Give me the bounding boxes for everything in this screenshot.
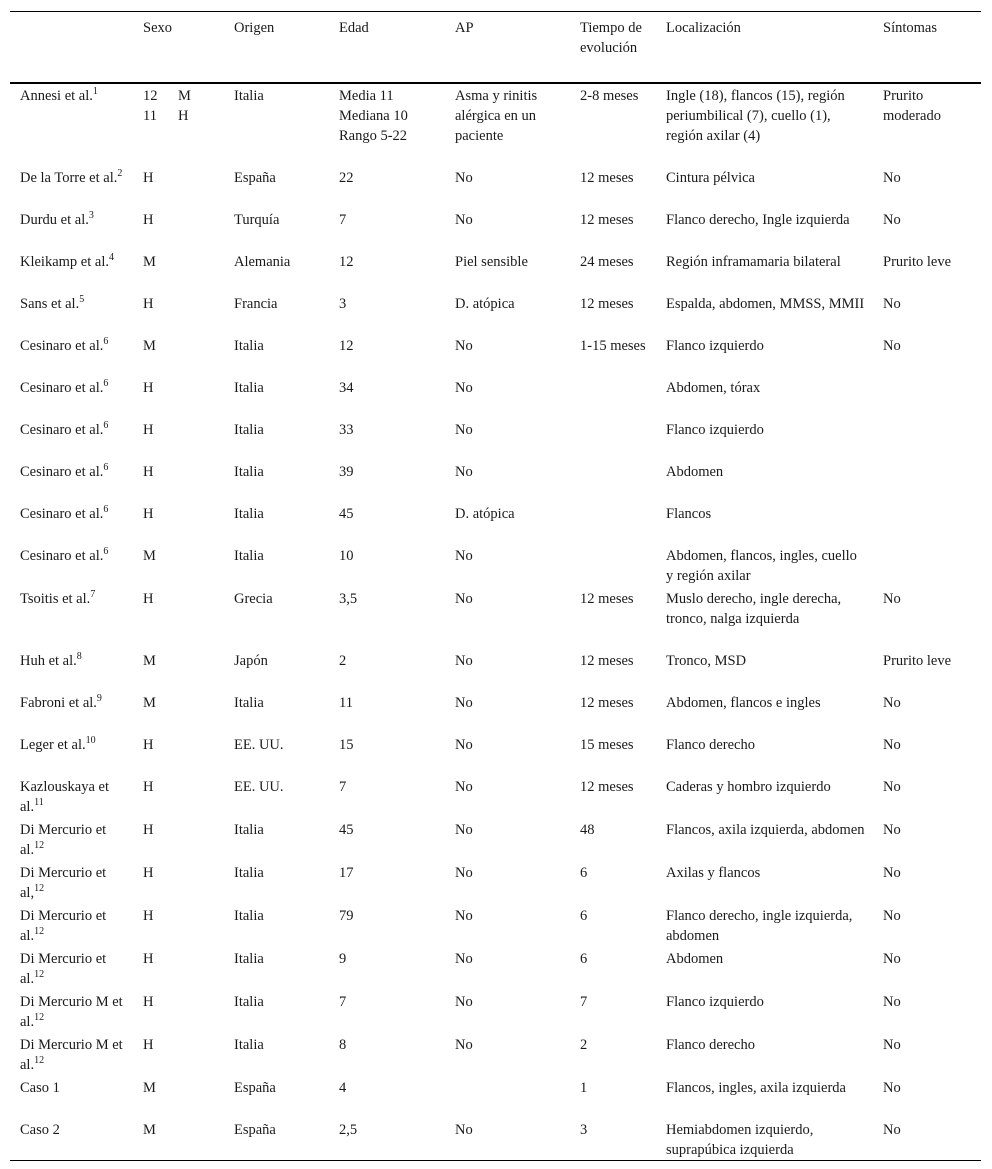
- origen-cell: Italia: [234, 422, 264, 438]
- ap-cell: No: [455, 1037, 473, 1053]
- edad-cell: 4: [339, 1080, 347, 1096]
- edad-cell: 3,5: [339, 591, 358, 607]
- author-name: Di Mercurio M et al.: [20, 1037, 123, 1073]
- sexo-cell: H: [143, 591, 154, 607]
- reference-number: 3: [88, 210, 94, 222]
- localizacion-cell: Flanco derecho, Ingle izquierda: [666, 212, 850, 228]
- table-row: [10, 249, 981, 291]
- header-row: [10, 12, 981, 84]
- tiempo-cell: 12 meses: [580, 653, 634, 669]
- author-name: Di Mercurio et al.: [20, 822, 107, 858]
- author-name: Kazlouskaya et al.: [20, 779, 109, 815]
- author-cell: [10, 903, 133, 946]
- origen-cell: Turquía: [234, 212, 280, 228]
- reference-number: 9: [96, 693, 102, 705]
- reference-number: 6: [103, 336, 109, 348]
- localizacion-cell: Caderas y hombro izquierdo: [666, 779, 831, 795]
- edad-cell: 2: [339, 653, 347, 669]
- tiempo-cell: 12 meses: [580, 170, 634, 186]
- sexo-line: [143, 106, 216, 126]
- localizacion-cell: Flancos, axila izquierda, abdomen: [666, 822, 865, 838]
- localizacion-cell: Flanco izquierdo: [666, 422, 764, 438]
- sexo-cell: H: [143, 422, 154, 438]
- sexo-cell: H: [143, 737, 154, 753]
- sintomas-cell: Prurito leve: [883, 254, 952, 270]
- tiempo-cell: 7: [580, 994, 588, 1010]
- tiempo-cell: 3: [580, 1122, 588, 1138]
- author-name: Cesinaro et al.: [20, 464, 104, 480]
- tiempo-cell: [570, 417, 656, 459]
- ap-cell: No: [455, 653, 473, 669]
- sexo-cell: H: [143, 779, 154, 795]
- table-row: [10, 648, 981, 690]
- sexo-cell: H: [143, 506, 154, 522]
- edad-cell: 17: [339, 865, 354, 881]
- edad-cell: 11: [339, 695, 353, 711]
- origen-cell: Italia: [234, 951, 264, 967]
- origen-cell: Italia: [234, 380, 264, 396]
- author-name: Kleikamp et al.: [20, 254, 109, 270]
- origen-cell: Italia: [234, 908, 264, 924]
- tiempo-cell: 12 meses: [580, 779, 634, 795]
- edad-cell: 7: [339, 212, 347, 228]
- sexo-cell: M: [143, 1122, 156, 1138]
- sexo-cell: H: [143, 296, 154, 312]
- sintomas-cell: [873, 501, 981, 543]
- edad-cell: 8: [339, 1037, 347, 1053]
- header-author: [10, 12, 133, 84]
- sintomas-cell: No: [883, 695, 901, 711]
- table-row: [10, 333, 981, 375]
- ap-cell: No: [455, 695, 473, 711]
- origen-cell: Francia: [234, 296, 278, 312]
- ap-cell: Asma y rinitis alérgica en un paciente: [455, 88, 538, 144]
- case-table-container: [10, 11, 981, 1161]
- origen-cell: Italia: [234, 994, 264, 1010]
- tiempo-cell: 6: [580, 908, 588, 924]
- author-cell: [10, 1117, 133, 1161]
- header-edad: Edad: [339, 20, 369, 36]
- header-sintomas: Síntomas: [883, 20, 937, 36]
- author-name: Di Mercurio et al.: [20, 951, 107, 987]
- origen-cell: Italia: [234, 88, 264, 104]
- edad-cell: 7: [339, 779, 347, 795]
- origen-cell: EE. UU.: [234, 737, 284, 753]
- edad-cell: 45: [339, 822, 354, 838]
- ap-cell: No: [455, 994, 473, 1010]
- table-row: [10, 207, 981, 249]
- ap-cell: No: [455, 591, 473, 607]
- sintomas-cell: [873, 375, 981, 417]
- sexo-value: M: [178, 88, 191, 104]
- table-row: [10, 860, 981, 903]
- sintomas-cell: [873, 543, 981, 586]
- tiempo-cell: [570, 459, 656, 501]
- localizacion-cell: Tronco, MSD: [666, 653, 747, 669]
- edad-cell: 34: [339, 380, 354, 396]
- table-row: [10, 459, 981, 501]
- tiempo-cell: [570, 501, 656, 543]
- ap-cell: No: [455, 908, 473, 924]
- table-row: [10, 165, 981, 207]
- sexo-line: [143, 86, 216, 106]
- origen-cell: Grecia: [234, 591, 273, 607]
- reference-number: 6: [103, 546, 109, 558]
- tiempo-cell: 2: [580, 1037, 588, 1053]
- table-row: [10, 817, 981, 860]
- ap-cell: No: [455, 822, 473, 838]
- header-localizacion: Localización: [666, 20, 741, 36]
- author-cell: [10, 774, 133, 817]
- tiempo-cell: 12 meses: [580, 296, 634, 312]
- table-row: [10, 946, 981, 989]
- sintomas-cell: No: [883, 737, 901, 753]
- table-row: [10, 903, 981, 946]
- sexo-count: 12: [143, 88, 158, 104]
- tiempo-cell: 24 meses: [580, 254, 634, 270]
- localizacion-cell: Hemiabdomen izquierdo, suprapúbica izquierda: [666, 1122, 814, 1158]
- author-cell: [10, 543, 133, 586]
- sexo-value: H: [178, 108, 189, 124]
- sintomas-cell: Prurito leve: [883, 653, 952, 669]
- header-tiempo: Tiempo de evolución: [580, 20, 642, 56]
- edad-cell: 39: [339, 464, 354, 480]
- ap-cell: No: [455, 548, 473, 564]
- sexo-cell: M: [143, 338, 156, 354]
- origen-cell: Alemania: [234, 254, 291, 270]
- author-cell: [10, 1075, 133, 1117]
- reference-number: 12: [34, 926, 45, 938]
- sexo-cell: H: [143, 380, 154, 396]
- localizacion-cell: Flanco izquierdo: [666, 338, 764, 354]
- tiempo-cell: [570, 375, 656, 417]
- header-ap: AP: [455, 20, 474, 36]
- origen-cell: Italia: [234, 822, 264, 838]
- origen-cell: Italia: [234, 338, 264, 354]
- author-name: Cesinaro et al.: [20, 506, 104, 522]
- author-name: Cesinaro et al.: [20, 338, 104, 354]
- tiempo-cell: 12 meses: [580, 212, 634, 228]
- reference-number: 6: [103, 462, 109, 474]
- table-row: [10, 417, 981, 459]
- author-name: Caso 2: [20, 1122, 60, 1138]
- author-name: Annesi et al.: [20, 88, 93, 104]
- localizacion-cell: Muslo derecho, ingle derecha, tronco, nalga izquierda: [666, 591, 842, 627]
- sintomas-cell: No: [883, 951, 901, 967]
- tiempo-cell: 1: [580, 1080, 588, 1096]
- author-cell: [10, 648, 133, 690]
- edad-cell: 7: [339, 994, 347, 1010]
- localizacion-cell: Cintura pélvica: [666, 170, 755, 186]
- table-body: [10, 83, 981, 1161]
- author-cell: [10, 501, 133, 543]
- edad-cell: 9: [339, 951, 347, 967]
- ap-cell: Piel sensible: [455, 254, 528, 270]
- author-cell: [10, 249, 133, 291]
- author-cell: [10, 732, 133, 774]
- sexo-cell: H: [143, 212, 154, 228]
- sintomas-cell: [873, 459, 981, 501]
- author-name: Tsoitis et al.: [20, 591, 91, 607]
- reference-number: 6: [103, 378, 109, 390]
- tiempo-cell: 48: [580, 822, 595, 838]
- sexo-cell: M: [143, 653, 156, 669]
- author-name: Cesinaro et al.: [20, 380, 104, 396]
- author-cell: [10, 860, 133, 903]
- author-cell: [10, 586, 133, 648]
- ap-cell: No: [455, 779, 473, 795]
- reference-number: 12: [34, 840, 45, 852]
- sexo-cell: H: [143, 865, 154, 881]
- ap-cell: D. atópica: [455, 506, 515, 522]
- table-row: [10, 732, 981, 774]
- author-name: De la Torre et al.: [20, 170, 118, 186]
- author-name: Di Mercurio M et al.: [20, 994, 123, 1030]
- sintomas-cell: Prurito moderado: [883, 88, 941, 124]
- reference-number: 7: [90, 589, 96, 601]
- reference-number: 12: [34, 1055, 45, 1067]
- sintomas-cell: No: [883, 296, 901, 312]
- ap-cell: No: [455, 212, 473, 228]
- tiempo-cell: 12 meses: [580, 695, 634, 711]
- tiempo-cell: [570, 543, 656, 586]
- tiempo-cell: 1-15 meses: [580, 338, 646, 354]
- ap-cell: No: [455, 380, 473, 396]
- case-table: [10, 11, 981, 1161]
- origen-cell: Italia: [234, 548, 264, 564]
- sintomas-cell: No: [883, 212, 901, 228]
- localizacion-cell: Flancos, ingles, axila izquierda: [666, 1080, 846, 1096]
- localizacion-cell: Abdomen, flancos, ingles, cuello y región axilar: [666, 548, 857, 584]
- sintomas-cell: No: [883, 822, 901, 838]
- table-row: [10, 291, 981, 333]
- author-name: Cesinaro et al.: [20, 548, 104, 564]
- reference-number: 8: [76, 651, 82, 663]
- author-cell: [10, 333, 133, 375]
- localizacion-cell: Abdomen, flancos e ingles: [666, 695, 821, 711]
- localizacion-cell: Espalda, abdomen, MMSS, MMII: [666, 296, 865, 312]
- reference-number: 12: [34, 1012, 45, 1024]
- origen-cell: España: [234, 1080, 276, 1096]
- sintomas-cell: No: [883, 908, 901, 924]
- author-cell: [10, 417, 133, 459]
- localizacion-cell: Flanco izquierdo: [666, 994, 764, 1010]
- localizacion-cell: Ingle (18), flancos (15), región periumbilical (7), cuello (1), región axilar (4): [666, 88, 845, 144]
- table-row: [10, 501, 981, 543]
- sexo-cell: M: [143, 695, 156, 711]
- table-row: [10, 83, 981, 165]
- origen-cell: EE. UU.: [234, 779, 284, 795]
- origen-cell: Italia: [234, 506, 264, 522]
- ap-cell: [445, 1075, 570, 1117]
- sexo-cell: M: [143, 1080, 156, 1096]
- origen-cell: Italia: [234, 464, 264, 480]
- header-origen: Origen: [234, 20, 275, 36]
- ap-cell: No: [455, 338, 473, 354]
- edad-cell: 12: [339, 254, 354, 270]
- author-name: Leger et al.: [20, 737, 86, 753]
- localizacion-cell: Flanco derecho: [666, 737, 755, 753]
- author-cell: [10, 291, 133, 333]
- sexo-cell: H: [143, 1037, 154, 1053]
- sintomas-cell: No: [883, 170, 901, 186]
- origen-cell: España: [234, 170, 276, 186]
- sintomas-cell: No: [883, 779, 901, 795]
- sexo-cell: H: [143, 994, 154, 1010]
- localizacion-cell: Axilas y flancos: [666, 865, 761, 881]
- sintomas-cell: No: [883, 591, 901, 607]
- ap-cell: No: [455, 737, 473, 753]
- reference-number: 5: [79, 294, 85, 306]
- author-cell: [10, 946, 133, 989]
- author-name: Caso 1: [20, 1080, 60, 1096]
- author-cell: [10, 817, 133, 860]
- localizacion-cell: Flancos: [666, 506, 712, 522]
- sexo-cell: H: [143, 170, 154, 186]
- sexo-cell: M: [143, 254, 156, 270]
- reference-number: 4: [108, 252, 114, 264]
- reference-number: 12: [34, 883, 45, 895]
- ap-cell: No: [455, 170, 473, 186]
- edad-cell: 3: [339, 296, 347, 312]
- author-name: Di Mercurio et al,: [20, 865, 107, 901]
- table-row: [10, 1032, 981, 1075]
- edad-cell: Media 11 Mediana 10 Rango 5-22: [339, 88, 408, 144]
- sexo-cell: H: [143, 822, 154, 838]
- sintomas-cell: No: [883, 1080, 901, 1096]
- localizacion-cell: Abdomen, tórax: [666, 380, 761, 396]
- sexo-cell: H: [143, 464, 154, 480]
- tiempo-cell: 12 meses: [580, 591, 634, 607]
- tiempo-cell: 15 meses: [580, 737, 634, 753]
- table-row: [10, 1117, 981, 1161]
- origen-cell: Italia: [234, 1037, 264, 1053]
- tiempo-cell: 2-8 meses: [580, 88, 639, 104]
- localizacion-cell: Abdomen: [666, 951, 724, 967]
- table-row: [10, 1075, 981, 1117]
- author-cell: [10, 459, 133, 501]
- author-name: Sans et al.: [20, 296, 80, 312]
- sintomas-cell: [873, 417, 981, 459]
- author-name: Huh et al.: [20, 653, 77, 669]
- localizacion-cell: Región inframamaria bilateral: [666, 254, 841, 270]
- author-cell: [10, 165, 133, 207]
- table-header: [10, 12, 981, 84]
- localizacion-cell: Flanco derecho, ingle izquierda, abdomen: [666, 908, 853, 944]
- ap-cell: No: [455, 422, 473, 438]
- reference-number: 11: [34, 797, 44, 809]
- author-name: Durdu et al.: [20, 212, 89, 228]
- sexo-cell: H: [143, 908, 154, 924]
- header-sexo: Sexo: [143, 20, 172, 36]
- author-name: Cesinaro et al.: [20, 422, 104, 438]
- author-cell: [10, 989, 133, 1032]
- author-cell: [10, 207, 133, 249]
- table-row: [10, 543, 981, 586]
- table-row: [10, 989, 981, 1032]
- tiempo-cell: 6: [580, 951, 588, 967]
- localizacion-cell: Flanco derecho: [666, 1037, 755, 1053]
- sintomas-cell: No: [883, 338, 901, 354]
- sexo-cell: M: [143, 548, 156, 564]
- author-name: Fabroni et al.: [20, 695, 97, 711]
- reference-number: 6: [103, 504, 109, 516]
- ap-cell: No: [455, 951, 473, 967]
- edad-cell: 2,5: [339, 1122, 358, 1138]
- edad-cell: 15: [339, 737, 354, 753]
- sexo-count: 11: [143, 108, 157, 124]
- origen-cell: Italia: [234, 865, 264, 881]
- reference-number: 6: [103, 420, 109, 432]
- sintomas-cell: No: [883, 865, 901, 881]
- ap-cell: No: [455, 1122, 473, 1138]
- reference-number: 12: [34, 969, 45, 981]
- sexo-cell: H: [143, 951, 154, 967]
- ap-cell: No: [455, 865, 473, 881]
- author-cell: [10, 1032, 133, 1075]
- table-row: [10, 586, 981, 648]
- edad-cell: 12: [339, 338, 354, 354]
- sintomas-cell: No: [883, 1037, 901, 1053]
- edad-cell: 33: [339, 422, 354, 438]
- origen-cell: España: [234, 1122, 276, 1138]
- localizacion-cell: Abdomen: [666, 464, 724, 480]
- edad-cell: 45: [339, 506, 354, 522]
- ap-cell: No: [455, 464, 473, 480]
- table-row: [10, 774, 981, 817]
- edad-cell: 79: [339, 908, 354, 924]
- tiempo-cell: 6: [580, 865, 588, 881]
- sexo-cell: [133, 83, 224, 165]
- reference-number: 1: [92, 86, 98, 98]
- origen-cell: Italia: [234, 695, 264, 711]
- author-cell: [10, 83, 133, 165]
- origen-cell: Japón: [234, 653, 268, 669]
- sintomas-cell: No: [883, 1122, 901, 1138]
- edad-cell: 10: [339, 548, 354, 564]
- reference-number: 2: [117, 168, 123, 180]
- table-row: [10, 690, 981, 732]
- author-cell: [10, 690, 133, 732]
- table-row: [10, 375, 981, 417]
- author-name: Di Mercurio et al.: [20, 908, 107, 944]
- reference-number: 10: [85, 735, 96, 747]
- sintomas-cell: No: [883, 994, 901, 1010]
- author-cell: [10, 375, 133, 417]
- edad-cell: 22: [339, 170, 354, 186]
- ap-cell: D. atópica: [455, 296, 515, 312]
